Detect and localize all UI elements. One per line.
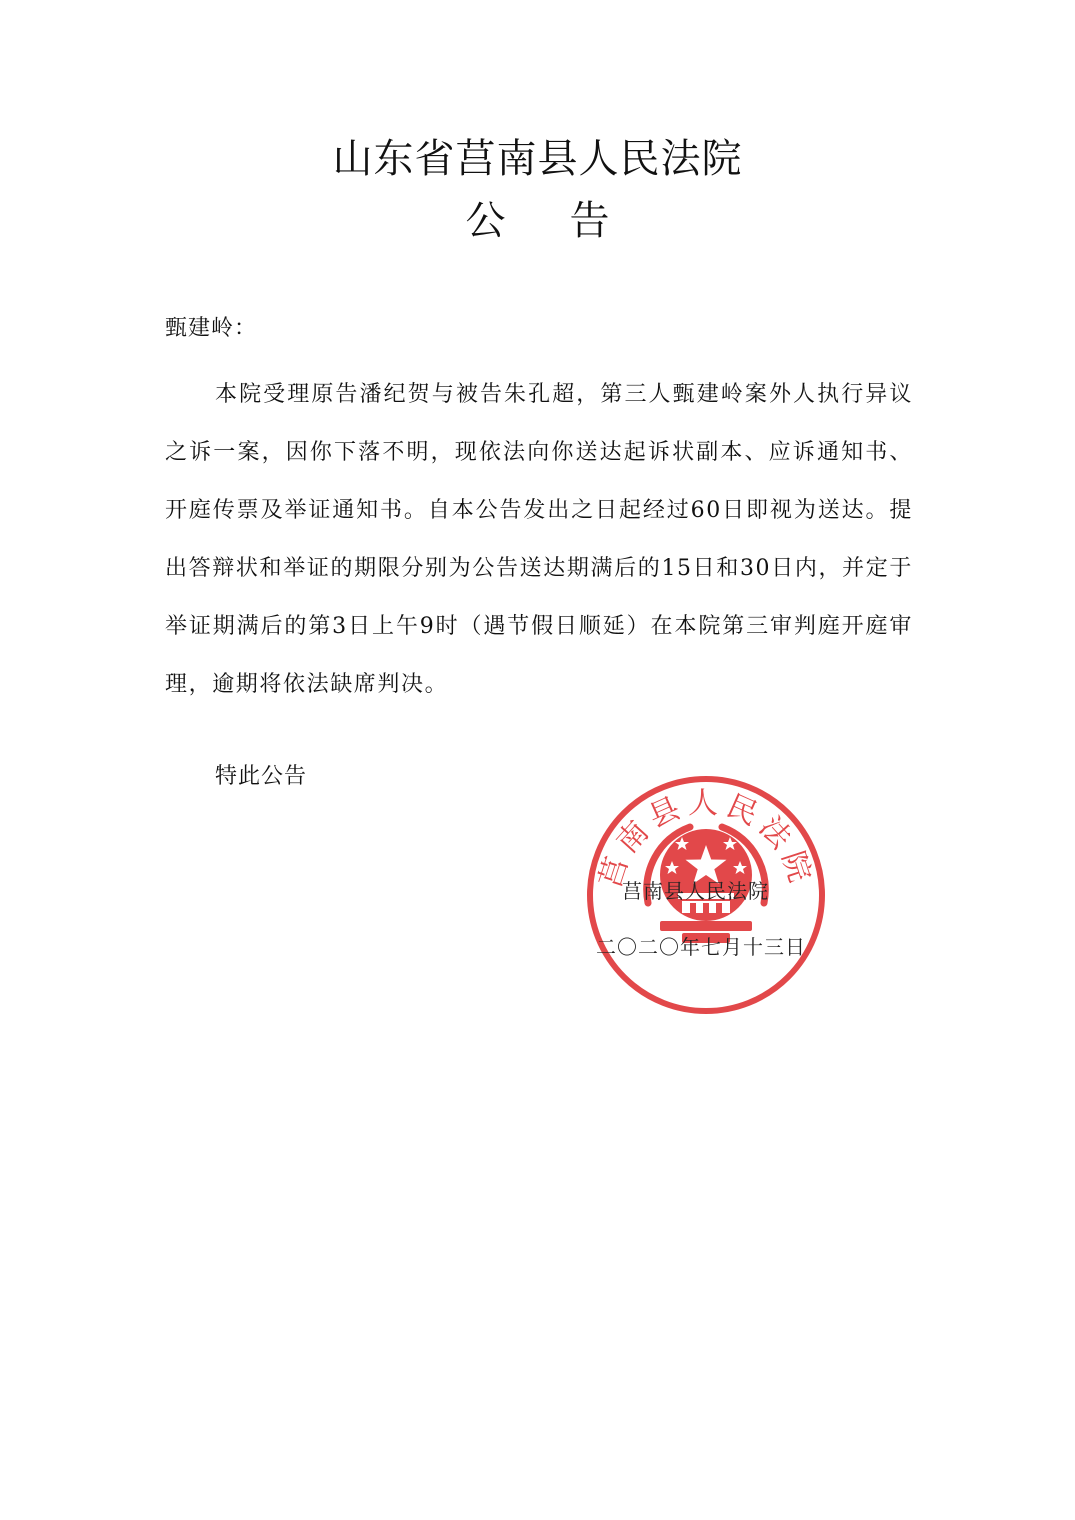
court-title: 山东省莒南县人民法院 (332, 136, 743, 182)
closing-phrase: 特此公告 (215, 764, 308, 789)
announcement-body: 本院受理原告潘纪贺与被告朱孔超，第三人甄建岭案外人执行异议之诉一案，因你下落不明，现依法向你送达起诉状副本、应诉通知书、开庭传票及举证通知书。自本公告发出之日起经过60日即视为送达。提出答辩状和举证的期限分别为公告送达期满后的15日和30日内，并定于举证期满后的第3日上午9时（遇节假日顺延）在本院第三审判庭开庭审理，逾期将依法缺席判决。 (165, 382, 913, 697)
signature-court-name: 莒南县人民法院 (622, 879, 769, 903)
signature-date: 二〇二〇年七月十三日 (596, 935, 806, 959)
svg-text:莒南县人民法院: 莒南县人民法院 (592, 786, 820, 893)
addressee: 甄建岭： (165, 316, 258, 341)
title-block (0, 128, 1075, 252)
document-type: 公告 (465, 198, 674, 244)
